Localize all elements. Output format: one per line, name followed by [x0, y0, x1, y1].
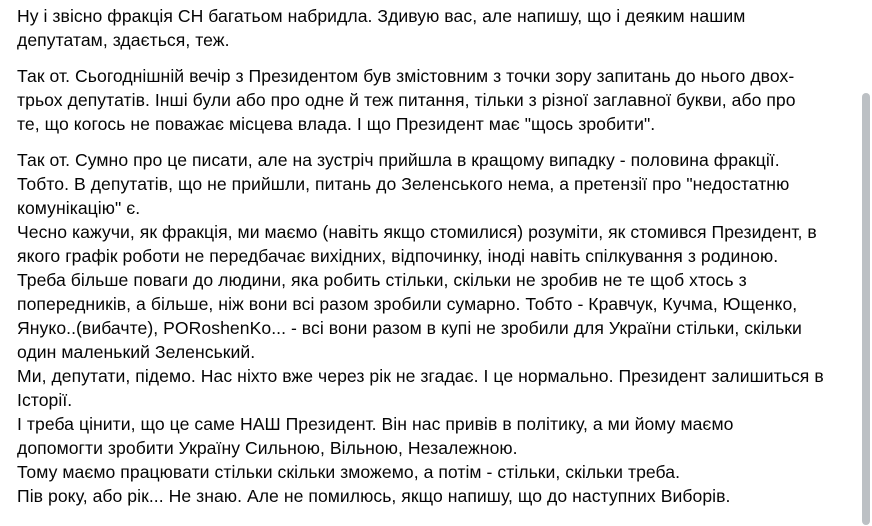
- text-line: комунікацію" є.: [17, 198, 141, 218]
- text-line: допомогти зробити Україну Сильною, Вільною, Незалежною.: [17, 438, 518, 458]
- text-line: те, що когось не поважає місцева влада. І що Президент має "щось зробити".: [17, 114, 656, 134]
- text-line: якого графік роботи не передбачає вихідних, відпочинку, іноді навіть спілкування з родиною.: [17, 246, 779, 266]
- text-line: один маленький Зеленський.: [17, 342, 256, 362]
- text-line: І треба цінити, що це саме НАШ Президент. Він нас привів в політику, а ми йому маємо: [17, 414, 734, 434]
- text-line: Пів року, або рік... Не знаю. Але не помилюсь, якщо напишу, що до наступних Виборів.: [17, 486, 731, 506]
- scrollbar-thumb[interactable]: [862, 93, 870, 525]
- text-line: депутатам, здається, теж.: [17, 30, 230, 50]
- text-line: попередників, а більше, ніж вони всі разом зробили сумарно. Тобто - Кравчук, Кучма, Ющенко,: [17, 294, 798, 314]
- post-paragraph-1: [17, 4, 853, 52]
- text-line: Так от. Сумно про це писати, але на зустріч прийшла в кращому випадку - половина фракції.: [17, 150, 780, 170]
- vertical-scrollbar[interactable]: [860, 0, 872, 526]
- post-paragraph-2: [17, 64, 853, 136]
- text-line: трьох депутатів. Інші були або про одне й теж питання, тільки з різної заглавної букви, або про: [17, 90, 796, 110]
- text-line: Ми, депутати, підемо. Нас ніхто вже через рік не згадає. І це нормально. Президент залишиться в: [17, 366, 824, 386]
- text-line: Ну і звісно фракція СН багатьом набридла. Здивую вас, але напишу, що і деяким нашим: [17, 6, 746, 26]
- text-line: Чесно кажучи, як фракція, ми маємо (навіть якщо стомилися) розуміти, як стомився Президент, в: [17, 222, 817, 242]
- post-paragraph-3: [17, 148, 853, 508]
- text-line: Тобто. В депутатів, що не прийшли, питань до Зеленського нема, а претензії про "недостатню: [17, 174, 790, 194]
- text-line: Януко..(вибачте), PORoshenKo... - всі вони разом в купі не зробили для України стільки, скільки: [17, 318, 802, 338]
- text-line: Тому маємо працювати стільки скільки зможемо, а потім - стільки, скільки треба.: [17, 462, 681, 482]
- text-line: Так от. Сьогоднішній вечір з Президентом був змістовним з точки зору запитань до нього двох-: [17, 66, 795, 86]
- text-line: Треба більше поваги до людини, яка робить стільки, скільки не зробив не те щоб хтось з: [17, 270, 747, 290]
- text-line: Історії.: [17, 390, 73, 410]
